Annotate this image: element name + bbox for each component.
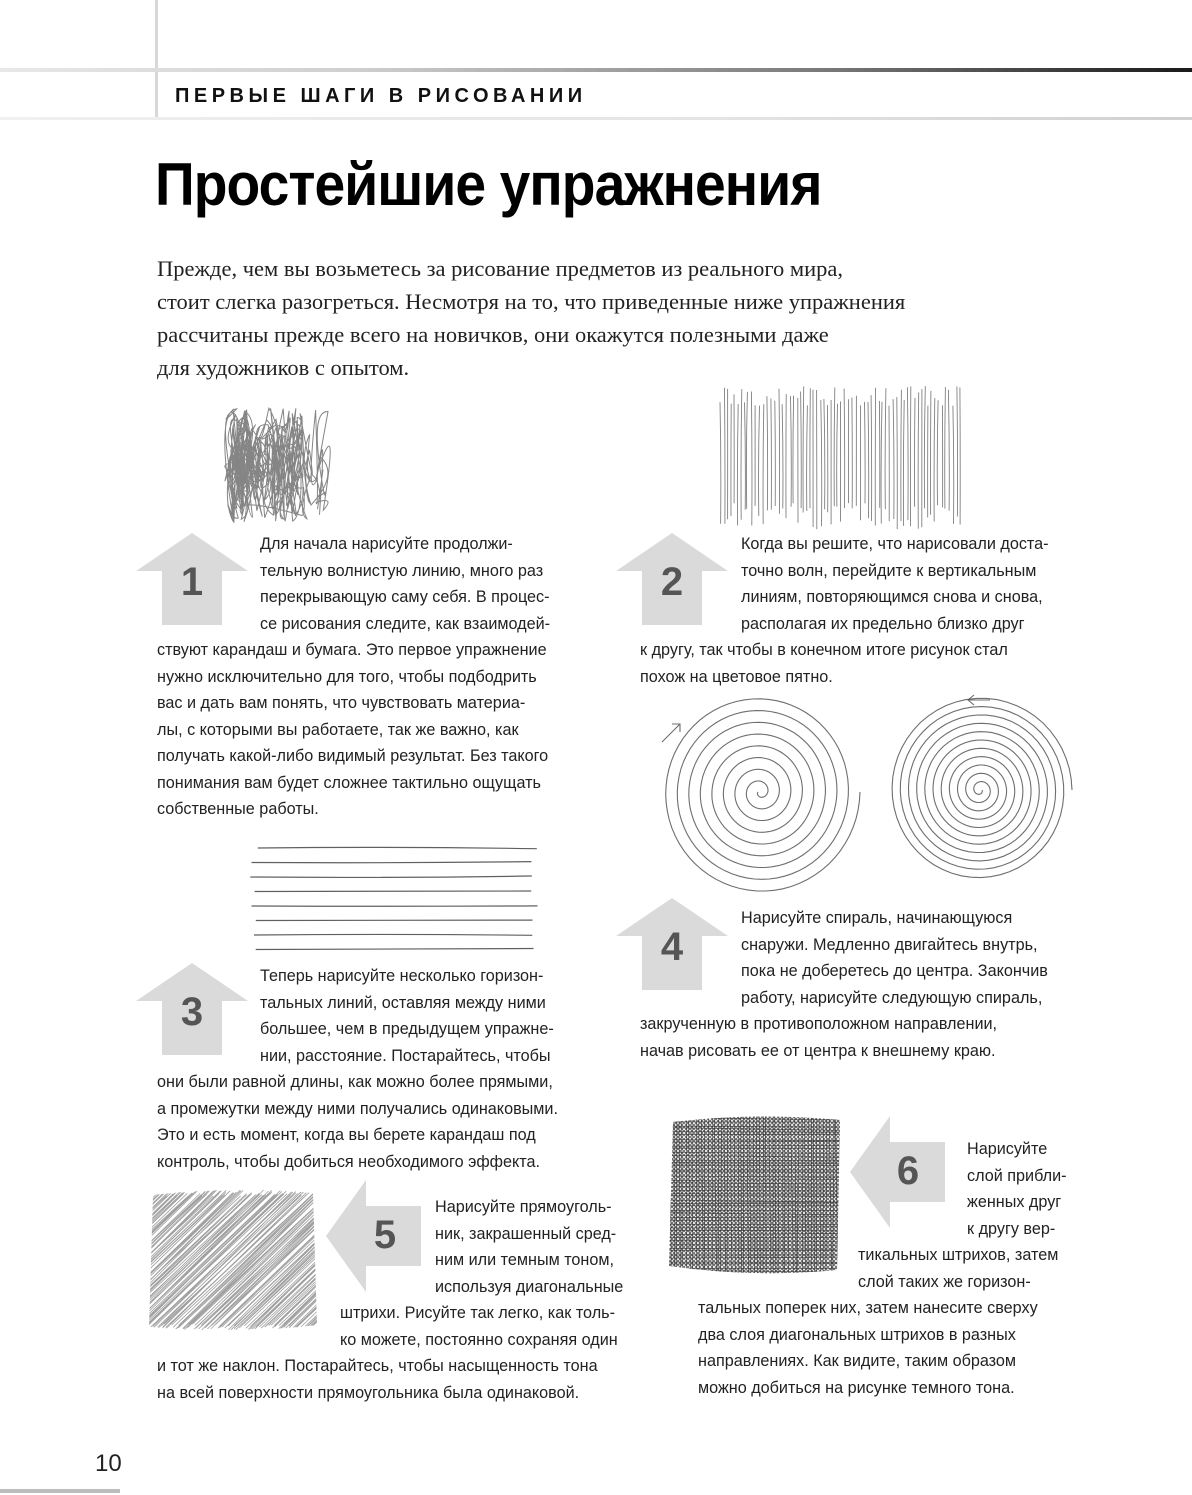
text-line: контроль, чтобы добиться необходимого эффекта. [157, 1153, 540, 1171]
text-line: собственные работы. [157, 800, 319, 818]
text-line: они были равной длины, как можно более прямыми, [157, 1073, 553, 1091]
text-line: лы, с которыми вы работаете, так же важно, как [157, 721, 519, 739]
text-line: точно волн, перейдите к вертикальным [741, 562, 1037, 580]
intro-line: для художников с опытом. [157, 355, 410, 380]
text-line: ник, закрашенный сред- [435, 1225, 617, 1243]
text-line: ним или темным тоном, [435, 1251, 615, 1269]
text-line: к другу, так чтобы в конечном итоге рисунок стал [640, 641, 1008, 659]
text-line: тельную волнистую линию, много раз [260, 562, 544, 580]
text-line: Когда вы решите, что нарисовали доста- [741, 535, 1049, 553]
horizontal-lines-drawing [245, 842, 545, 962]
exercise-number-6: 6 [896, 1149, 920, 1193]
text-line: и тот же наклон. Постарайтесь, чтобы насыщенность тона [157, 1357, 598, 1375]
header-vertical-rule [155, 0, 158, 120]
text-line: снаружи. Медленно двигайтесь внутрь, [741, 936, 1038, 954]
vertical-lines-drawing [716, 378, 966, 533]
text-line: Для начала нарисуйте продолжи- [260, 535, 513, 553]
text-line: располагая их предельно близко друг [741, 615, 1025, 633]
text-line: два слоя диагональных штрихов в разных [698, 1326, 1016, 1344]
text-line: штрихи. Рисуйте так легко, как толь- [340, 1304, 615, 1322]
text-line: начав рисовать ее от центра к внешнему краю. [640, 1042, 996, 1060]
text-line: линиям, повторяющимся снова и снова, [741, 588, 1043, 606]
text-line: используя диагональные [435, 1278, 624, 1296]
text-line: ствуют карандаш и бумага. Это первое упражнение [157, 641, 547, 659]
text-line: к другу вер- [967, 1220, 1056, 1238]
text-line: нии, расстояние. Постарайтесь, чтобы [260, 1047, 551, 1065]
text-line: перекрывающую саму себя. В процес- [260, 588, 550, 606]
text-line: похож на цветовое пятно. [640, 668, 833, 686]
scribble-drawing [228, 398, 553, 533]
text-line: закрученную в противоположном направлении, [640, 1015, 998, 1033]
intro-line: стоит слегка разогреться. Несмотря на то, что приведенные ниже упражнения [157, 289, 906, 314]
text-line: Нарисуйте [967, 1140, 1048, 1158]
exercise-number-2: 2 [660, 560, 684, 604]
text-line: на всей поверхности прямоугольника была одинаковой. [157, 1384, 580, 1402]
text-line: большее, чем в предыдущем упражне- [260, 1020, 554, 1038]
text-line: тальных поперек них, затем нанесите сверху [698, 1299, 1038, 1317]
exercise-number-3: 3 [180, 990, 204, 1034]
header-bottom-rule [0, 117, 1192, 120]
intro-paragraph [157, 252, 1057, 384]
text-line: пока не доберетесь до центра. Закончив [741, 962, 1048, 980]
text-line: работу, нарисуйте следующую спираль, [741, 989, 1043, 1007]
text-line: Нарисуйте прямоуголь- [435, 1198, 612, 1216]
header-top-rule [0, 68, 1192, 72]
exercise-number-1: 1 [180, 560, 204, 604]
text-line: ко можете, постоянно сохраняя один [340, 1331, 618, 1349]
footer-rule [0, 1489, 120, 1493]
text-line: вас и дать вам понять, что чувствовать материа- [157, 694, 526, 712]
text-line: Это и есть момент, когда вы берете карандаш под [157, 1126, 536, 1144]
section-title: ПЕРВЫЕ ШАГИ В РИСОВАНИИ [175, 85, 587, 107]
text-line: слой прибли- [967, 1167, 1067, 1185]
text-line: нужно исключительно для того, чтобы подбодрить [157, 668, 537, 686]
text-line: се рисования следите, как взаимодей- [260, 615, 551, 633]
spirals-drawing [650, 680, 1080, 895]
text-line: слой таких же горизон- [858, 1273, 1031, 1291]
page-number: 10 [95, 1450, 122, 1477]
text-line: получать какой-либо видимый результат. Без такого [157, 747, 549, 765]
page-title: Простейшие упражнения [155, 151, 822, 218]
text-line: Нарисуйте спираль, начинающуюся [741, 909, 1013, 927]
exercise-number-5: 5 [373, 1213, 397, 1257]
exercise-number-4: 4 [660, 925, 684, 969]
text-line: тикальных штрихов, затем [858, 1246, 1059, 1264]
intro-line: Прежде, чем вы возьметесь за рисование предметов из реального мира, [157, 256, 844, 281]
crosshatch-drawing [665, 1110, 845, 1280]
text-line: Теперь нарисуйте несколько горизон- [260, 967, 544, 985]
text-line: женных друг [967, 1193, 1062, 1211]
text-line: направлениях. Как видите, таким образом [698, 1352, 1017, 1370]
text-line: можно добиться на рисунке темного тона. [698, 1379, 1015, 1397]
text-line: тальных линий, оставляя между ними [260, 994, 546, 1012]
text-line: а промежутки между ними получались одинаковыми. [157, 1100, 558, 1118]
diagonal-shading-drawing [145, 1185, 320, 1333]
text-line: понимания вам будет сложнее тактильно ощущать [157, 774, 541, 792]
intro-line: рассчитаны прежде всего на новичков, они окажутся полезными даже [157, 322, 829, 347]
